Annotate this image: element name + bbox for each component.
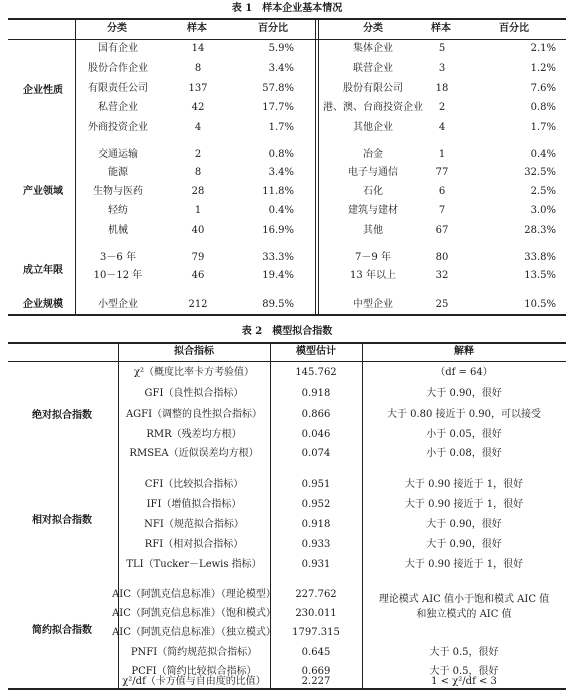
table1-left-category: 股份合作企业 (88, 63, 148, 74)
table1-right-percent: 2.1% (530, 43, 556, 54)
table2-index: RFI（相对拟合指标） (144, 539, 244, 550)
table2-header-index: 拟合指标 (174, 346, 214, 357)
table2-explain: 大于 0.90，很好 (426, 539, 502, 550)
table2-explain: （df = 64） (435, 367, 493, 378)
table1-right-count: 18 (435, 83, 449, 94)
table1-right-count: 1 (438, 149, 446, 160)
table1-right-category: 石化 (363, 186, 383, 197)
table2-explain: 1 < χ²/df < 3 (431, 676, 497, 687)
table2-index: RMSEA（近似误差均方根） (129, 448, 259, 459)
table1-left-category: 10－12 年 (93, 270, 143, 281)
table1-left-count: 40 (191, 225, 205, 236)
table2-index: AIC（阿凯克信息标准）（饱和模式） (112, 608, 276, 619)
table1-divider-left (75, 20, 76, 314)
table2-explain: 大于 0.90 接近于 1，很好 (404, 559, 524, 570)
table1-right-category: 其他 (363, 225, 383, 236)
table2-index: AIC（阿凯克信息标准）（理论模型） (112, 589, 276, 600)
table1-right-count: 77 (435, 167, 449, 178)
table1-group-label: 企业性质 (23, 85, 63, 96)
table1-left-category: 国有企业 (98, 43, 138, 54)
table1-right-category: 其他企业 (353, 122, 393, 133)
table2-explain: 大于 0.5，很好 (429, 666, 499, 677)
table2-estimate: 0.645 (301, 647, 331, 658)
table1-right-percent: 0.8% (530, 102, 556, 113)
table1-right-percent: 32.5% (524, 167, 556, 178)
table1-right-percent: 0.4% (530, 149, 556, 160)
table2-estimate: 2.227 (301, 676, 331, 687)
table1-right-percent: 28.3% (524, 225, 556, 236)
table1-left-percent: 5.9% (268, 43, 294, 54)
table1-left-category: 小型企业 (98, 299, 138, 310)
table2-aic-note: 理论模式 AIC 值小于饱和模式 AIC 值 (378, 594, 550, 605)
table2-estimate: 0.952 (301, 499, 331, 510)
table1-left-count: 42 (191, 102, 205, 113)
table1-left-percent: 0.4% (268, 205, 294, 216)
table1-left-count: 137 (188, 83, 208, 94)
table2-index: GFI（良性拟合指标） (144, 388, 244, 399)
table2-index: NFI（规范拟合指标） (144, 519, 244, 530)
table1-right-count: 2 (438, 102, 446, 113)
table2-estimate: 0.074 (301, 448, 331, 459)
table2-group-label: 相对拟合指数 (32, 515, 92, 526)
table1-divider-mid-b (318, 20, 319, 314)
table1-left-count: 1 (194, 205, 202, 216)
table1-left-percent: 1.7% (268, 122, 294, 133)
table1-right-category: 股份有限公司 (343, 83, 403, 94)
table1-left-percent: 89.5% (262, 299, 294, 310)
table1-left-category: 能源 (108, 167, 128, 178)
table1-right-count: 3 (438, 63, 446, 74)
table1-right-count: 67 (435, 225, 449, 236)
table2-explain: 大于 0.90，很好 (426, 519, 502, 530)
table1-header-category-right: 分类 (363, 23, 383, 34)
table1-left-count: 8 (194, 63, 202, 74)
table1-header-sample-right: 样本 (431, 23, 451, 34)
table1-right-count: 80 (435, 252, 449, 263)
table1-group-label: 成立年限 (23, 265, 63, 276)
table2-estimate: 0.866 (301, 409, 331, 420)
table2-index: χ²/df（卡方值与自由度的比值） (122, 676, 266, 687)
table1-left-count: 212 (188, 299, 208, 310)
table1-right-percent: 1.7% (530, 122, 556, 133)
table2-index: AIC（阿凯克信息标准）（独立模式） (112, 627, 276, 638)
table1-top-rule (8, 18, 566, 20)
table2-index: PCFI（简约比较拟合指标） (131, 666, 257, 677)
table1-header-category: 分类 (107, 23, 127, 34)
table1-right-category: 电子与通信 (348, 167, 398, 178)
table1-left-category: 轻纺 (108, 205, 128, 216)
table1-group-label: 企业规模 (23, 299, 63, 310)
table1-header-sample: 样本 (187, 23, 207, 34)
table2-estimate: 230.011 (295, 608, 337, 619)
table1-right-percent: 3.0% (530, 205, 556, 216)
table2-explain: 大于 0.5，很好 (429, 647, 499, 658)
table1-left-category: 3－6 年 (100, 252, 136, 263)
table1-left-count: 46 (191, 270, 205, 281)
table1-left-category: 有限责任公司 (88, 83, 148, 94)
table1-left-percent: 19.4% (262, 270, 294, 281)
table2-explain: 小于 0.05，很好 (426, 429, 502, 440)
table2-estimate: 1797.315 (292, 627, 340, 638)
table1-title: 表 1 样本企业基本情况 (231, 3, 343, 14)
table2-estimate: 0.046 (301, 429, 331, 440)
table1-left-count: 79 (191, 252, 205, 263)
table1-left-percent: 3.4% (268, 63, 294, 74)
table1-right-count: 32 (435, 270, 449, 281)
table1-right-count: 4 (438, 122, 446, 133)
table1-right-count: 25 (435, 299, 449, 310)
table2-group-label: 绝对拟合指数 (32, 410, 92, 421)
table2-index: CFI（比较拟合指标） (144, 479, 244, 490)
table2-explain: 小于 0.08，很好 (426, 448, 502, 459)
table2-divider-3 (362, 344, 363, 688)
table1-left-count: 2 (194, 149, 202, 160)
table1-divider-mid-a (315, 20, 316, 314)
table1-left-category: 私营企业 (98, 102, 138, 113)
table1-right-percent: 13.5% (524, 270, 556, 281)
table2-header-explain: 解释 (454, 346, 474, 357)
table2-index: IFI（增值拟合指标） (146, 499, 242, 510)
table1-left-percent: 57.8% (262, 83, 294, 94)
table1-right-count: 7 (438, 205, 446, 216)
table1-left-percent: 3.4% (268, 167, 294, 178)
table1-right-percent: 10.5% (524, 299, 556, 310)
table2-index: AGFI（调整的良性拟合指标） (125, 409, 263, 420)
table1-right-percent: 2.5% (530, 186, 556, 197)
table2-aic-note: 和独立模式的 AIC 值 (416, 609, 512, 620)
table2-estimate: 0.951 (301, 479, 331, 490)
table1-left-count: 8 (194, 167, 202, 178)
table2-index: RMR（残差均方根） (146, 429, 242, 440)
table2-header-estimate: 模型估计 (296, 346, 336, 357)
table1-bottom-rule (8, 314, 566, 316)
table1-right-category: 7－9 年 (355, 252, 391, 263)
table1-left-percent: 17.7% (262, 102, 294, 113)
table1-right-count: 5 (438, 43, 446, 54)
table2-explain: 大于 0.80 接近于 0.90，可以接受 (386, 409, 542, 420)
table2-top-rule (8, 342, 566, 344)
table1-left-category: 交通运输 (98, 149, 138, 160)
table2-title: 表 2 模型拟合指数 (241, 326, 333, 337)
table2-estimate: 0.669 (301, 666, 331, 677)
table2-estimate: 0.931 (301, 559, 331, 570)
table2-explain: 大于 0.90 接近于 1，很好 (404, 479, 524, 490)
table2-estimate: 145.762 (295, 367, 337, 378)
table1-right-category: 冶金 (363, 149, 383, 160)
table1-left-percent: 33.3% (262, 252, 294, 263)
table1-header-percent-right: 百分比 (499, 23, 529, 34)
table1-header-rule (8, 39, 566, 40)
table1-group-label: 产业领域 (23, 186, 63, 197)
table1-left-percent: 11.8% (262, 186, 294, 197)
table1-right-count: 6 (438, 186, 446, 197)
table1-right-category: 联营企业 (353, 63, 393, 74)
table2-index: TLI（Tucker－Lewis 指标） (126, 559, 262, 570)
table1-left-count: 28 (191, 186, 205, 197)
table1-right-category: 中型企业 (353, 299, 393, 310)
table1-right-percent: 33.8% (524, 252, 556, 263)
table1-right-percent: 1.2% (530, 63, 556, 74)
table1-right-category: 建筑与建材 (348, 205, 398, 216)
table1-right-category: 集体企业 (353, 43, 393, 54)
table2-explain: 大于 0.90，很好 (426, 388, 502, 399)
table1-right-category: 港、澳、台商投资企业 (323, 102, 423, 113)
table2-index: PNFI（简约规范拟合指标） (130, 647, 258, 658)
table2-estimate: 0.918 (301, 388, 331, 399)
table1-left-category: 机械 (108, 225, 128, 236)
table1-left-percent: 0.8% (268, 149, 294, 160)
table1-header-percent: 百分比 (258, 23, 288, 34)
table2-explain: 大于 0.90 接近于 1，很好 (404, 499, 524, 510)
table2-estimate: 227.762 (295, 589, 337, 600)
table2-index: χ²（概度比率卡方考验值） (133, 367, 255, 378)
table1-right-percent: 7.6% (530, 83, 556, 94)
table1-left-count: 4 (194, 122, 202, 133)
table1-right-category: 13 年以上 (350, 270, 396, 281)
table1-left-category: 外商投资企业 (88, 122, 148, 133)
table2-estimate: 0.918 (301, 519, 331, 530)
table2-estimate: 0.933 (301, 539, 331, 550)
table1-left-category: 生物与医药 (93, 186, 143, 197)
table2-header-rule (8, 361, 566, 362)
table1-left-count: 14 (191, 43, 205, 54)
table2-group-label: 简约拟合指数 (32, 625, 92, 636)
table1-left-percent: 16.9% (262, 225, 294, 236)
table2-bottom-rule (8, 688, 566, 690)
